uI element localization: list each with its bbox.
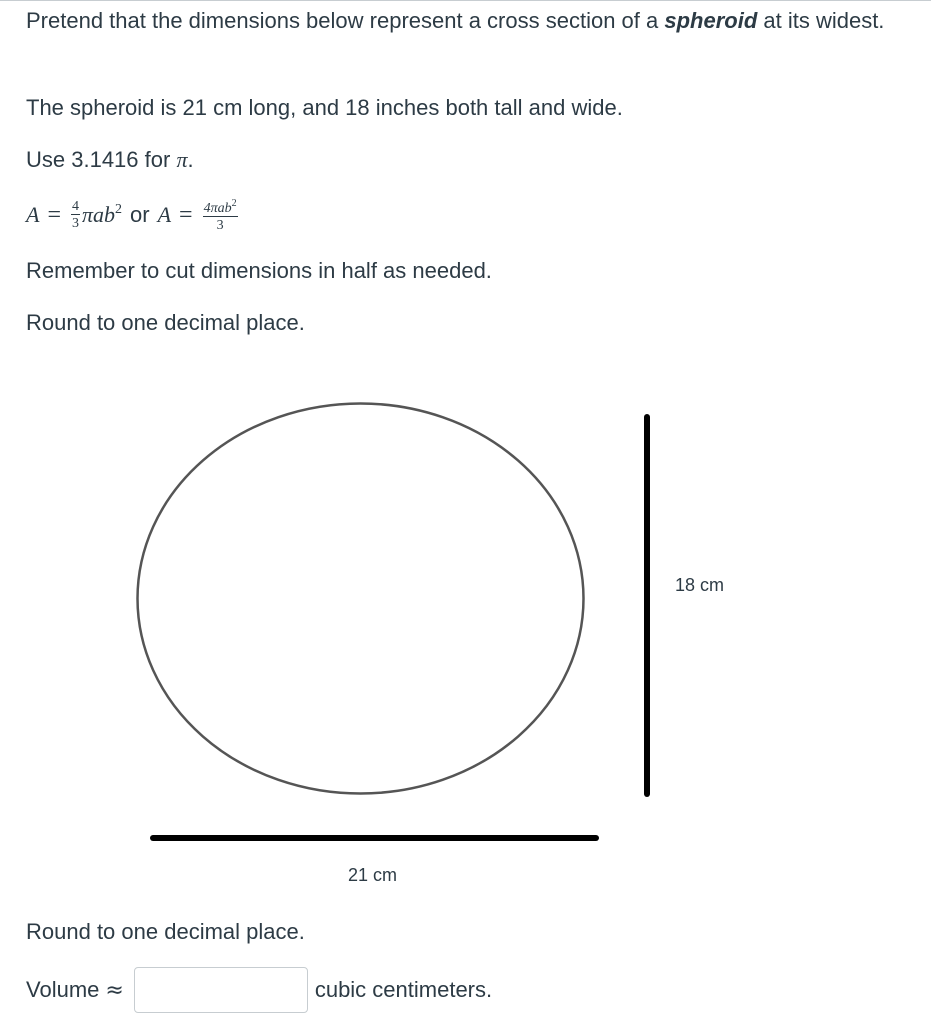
intro-text-part2: at its widest. [757, 8, 885, 33]
formula-lhs: A [26, 202, 40, 227]
intro-emphasis: spheroid [664, 8, 758, 33]
answer-row [26, 964, 492, 1016]
fraction-alt-numerator-base: 4πab [203, 201, 232, 216]
round-instruction-2: Round to one decimal place. [26, 919, 305, 944]
formula-fraction-four-thirds [71, 200, 80, 231]
pi-instruction [26, 142, 194, 178]
spheroid-cross-section [138, 404, 584, 794]
fraction-denominator: 3 [72, 215, 79, 231]
formula-term-base: πab [82, 202, 116, 227]
formula-lhs-2: A [157, 202, 172, 227]
formula-exponent: 2 [115, 202, 123, 217]
fraction-alt-denominator: 3 [216, 218, 224, 233]
units-label: cubic centimeters. [314, 977, 493, 1002]
remember-text: Remember to cut dimensions in half as needed. [26, 258, 492, 283]
fraction-numerator: 4 [72, 198, 79, 214]
approx-symbol: ≈ [105, 977, 124, 1003]
formula-equals: = [47, 201, 61, 228]
formula-equals-2: = [179, 201, 193, 228]
height-dimension-label: 18 cm [675, 575, 725, 595]
fraction-alt-numerator [203, 197, 238, 217]
pi-suffix: . [187, 147, 194, 172]
formula-term [82, 202, 122, 228]
volume-formula [26, 192, 240, 238]
formula-or: or [130, 202, 150, 227]
formula-fraction-alt [203, 197, 238, 233]
fraction-alt-exponent: 2 [231, 198, 237, 209]
intro-text-part1: Pretend that the dimensions below represent a cross section of a [26, 8, 665, 33]
volume-answer-input[interactable] [134, 967, 308, 1013]
top-border [0, 0, 931, 1]
length-dimension-label: 21 cm [348, 865, 398, 885]
pi-symbol: π [176, 147, 188, 172]
round-instruction-1: Round to one decimal place. [26, 310, 305, 335]
dimensions-text: The spheroid is 21 cm long, and 18 inches both tall and wide. [26, 95, 623, 120]
question-intro [26, 3, 906, 39]
volume-label: Volume [26, 977, 100, 1002]
pi-prefix: Use 3.1416 for [26, 147, 177, 172]
